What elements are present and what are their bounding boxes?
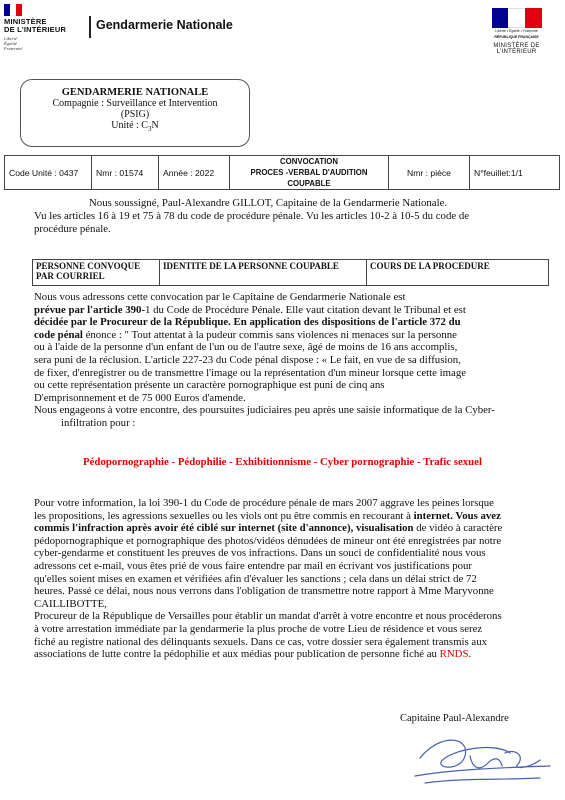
republic-logo [474, 8, 559, 60]
title-proces-verbal: PROCES -VERBAL D'AUDITION [250, 168, 368, 177]
motto-fraternite: Fraternité [4, 46, 23, 51]
body1-line2-bold: prévue par l'article 390- [34, 303, 146, 316]
sections-table [32, 259, 549, 286]
unit-code [21, 120, 249, 135]
body1-line4-rest: énonce : " Tout attentat à la pudeur commis sans violences ni menaces sur la personne [82, 328, 457, 341]
unit-sub: 3 [147, 125, 152, 133]
unit-label: Unité : C [111, 120, 148, 131]
right-republic: RÉPUBLIQUE FRANÇAISE [494, 35, 539, 39]
right-ministry: MINISTÈRE DE L'INTÉRIEUR [493, 43, 540, 55]
body2-line6: adressons cet e-mail, vous êtes prié de vous faire entendre par mail en écrivant vos justifications pour [34, 559, 473, 572]
body1-line4-bold: code pénal [34, 328, 83, 341]
motto-liberte: Liberté [4, 36, 17, 41]
body2-line13-a: associations de lutte contre la pédophilie et aux médias pour publication de personne fiché au [34, 648, 440, 661]
intro-line2: Vu les articles 16 à 19 et 75 à 78 du code de procédure pénale. Vu les articles 10-2 à 10-5 du code de [34, 210, 470, 222]
section-identity: IDENTITE DE LA PERSONNE COUPABLE [160, 260, 367, 286]
intro-line3: procédure pénale. [34, 223, 111, 235]
body2-line12: fiché au registre national des délinquants sexuels. Dans ce cas, votre dossier sera également transmis aux [34, 635, 488, 648]
body2-line1: Pour votre information, la loi 390-1 du Code de procédure pénale de mars 2007 aggrave les peines lorsque [34, 497, 494, 509]
body2-line2 [34, 510, 559, 523]
section-procedure: COURS DE LA PROCEDURE [367, 260, 549, 286]
body-paragraph-2 [34, 497, 559, 661]
body2-line5: cyber-gendarme et constituent les preuves de vos infractions. Dans un souci de confidentialité nous vous [34, 547, 486, 560]
service-title: Gendarmerie Nationale [96, 18, 233, 32]
body2-line11: à votre arrestation immédiate par la gendarmerie la plus proche de votre Lieu de résidence et vous serez [34, 622, 483, 635]
unit-company: Compagnie : Surveillance et Intervention [52, 98, 218, 109]
body1-line3-bold: décidée par le Procureur de la République. En application des dispositions de l'article 372 du [34, 316, 461, 329]
marianne-logo-icon [492, 8, 542, 34]
nmr-piece: Nmr : pièce [389, 156, 470, 190]
section-person: PERSONNE CONVOQUE PAR COURRIEL [33, 260, 160, 286]
intro-line1: Nous soussigné, Paul-Alexandre GILLOT, Capitaine de la Gendarmerie Nationale. [89, 197, 448, 209]
body1-line5: ou à l'aide de la personne d'un enfant de l'un ou de l'autre sexe, âgé de moins de 16 ans accomplis, [34, 341, 458, 354]
motto-egalite: Égalité [4, 41, 17, 46]
body2-line10: Procureur de la République de Versailles pour établir un mandat d'arrêt à votre encontre et nous procéderons [34, 610, 502, 623]
body2-line4: pédopornographique et pornographique des photos/vidéos dénudées de mineur ont été enregistrées par notre [34, 534, 502, 547]
ministry-logo [4, 4, 84, 56]
body1-line8: ou cette représentation présente un caractère pornographique est puni de cinq ans [34, 379, 385, 392]
ministry-line1: MINISTÈRE [4, 17, 47, 26]
marianne-flag-icon [4, 4, 22, 16]
nmr: Nmr : 01574 [92, 156, 159, 190]
body1-line2-rest: 1 du Code de Procédure Pénale. Elle vaut citation devant le Tribunal et est [145, 303, 466, 316]
unit-end: N [151, 120, 159, 131]
body2-line3 [34, 522, 559, 535]
header-separator [89, 16, 91, 38]
body1-line9: D'emprisonnement et de 75 000 Euros d'amende. [34, 391, 246, 404]
rnds-text: RNDS [439, 648, 469, 661]
ministry-line2: DE L'INTÉRIEUR [4, 25, 67, 34]
unit-box [20, 79, 250, 147]
body2-line3-b: de vidéo à caractère [413, 522, 503, 535]
body-paragraph-1 [34, 291, 559, 430]
body1-line6: sera puni de la réclusion. L'article 227-23 du Code pénal dispose : « Le fait, en vue de sa diffusion, [34, 353, 461, 366]
right-motto: Liberté • Égalité • Fraternité [495, 29, 538, 33]
unit-psig: (PSIG) [120, 109, 150, 120]
body1-line7: de fixer, d'enregistrer ou de transmettre l'image ou la représentation d'un mineur lorsque cette image [34, 366, 467, 379]
title-convocation: CONVOCATION [280, 157, 338, 166]
body2-line7: qu'elles soient mises en examen et vérifiées afin d'évaluer les sanctions ; cela dans un délai strict de 72 [34, 572, 477, 585]
body1-line3 [34, 316, 559, 329]
offenses-list: Pédopornographie - Pédophilie - Exhibitionnisme - Cyber pornographie - Trafic sexuel [83, 456, 482, 468]
body2-line2-a: les propositions, les agressions sexuelles ou les viols ont pu être commis en recourant à [34, 509, 414, 522]
title-coupable: COUPABLE [287, 179, 331, 188]
unit-name: GENDARMERIE NATIONALE [61, 87, 209, 98]
body1-line2 [34, 304, 559, 317]
body1-line11: infiltration pour : [61, 416, 136, 429]
body2-line13 [34, 648, 559, 661]
feuillet: N°feuillet:1/1 [470, 156, 560, 190]
document-title [230, 156, 389, 190]
signature-name: Capitaine Paul-Alexandre [400, 713, 509, 724]
body2-line3-a: commis l'infraction après avoir été ciblé sur internet (site d'annonce), visualisation [34, 522, 414, 535]
body1-line1: Nous vous adressons cette convocation par le Capitaine de Gendarmerie Nationale est [34, 291, 406, 303]
body2-line13-end: . [468, 648, 472, 661]
body2-line8: heures. Passé ce délai, nous nous verrons dans l'obligation de transmettre notre rapport à Mme Maryvonne [34, 585, 494, 598]
body2-line2-b: internet. Vous avez [413, 509, 501, 522]
body1-line4 [34, 329, 559, 342]
annee: Année : 2022 [159, 156, 230, 190]
body2-line9: CAILLIBOTTE, [34, 597, 107, 610]
reference-table [4, 155, 560, 190]
body1-line10: Nous engageons à votre encontre, des poursuites judiciaires peu après une saisie informatique de la Cyber- [34, 404, 495, 417]
code-unite: Code Unité : 0437 [5, 156, 92, 190]
handwritten-signature-icon [400, 728, 560, 792]
